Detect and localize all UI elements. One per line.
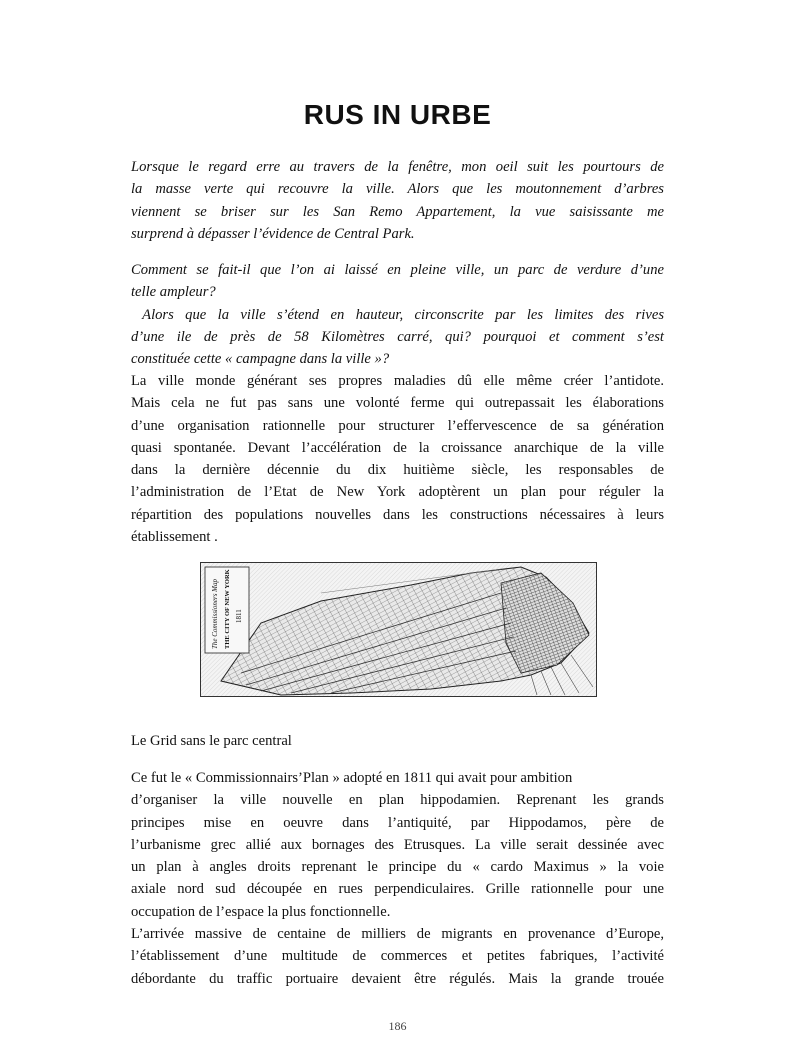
text-line: l’établissement d’une multitude de commerces et petites fabriques, l’activité [131, 948, 664, 965]
text-line: Ce fut le « Commissionnairs’Plan » adopté en 1811 qui avait pour ambition [131, 770, 573, 786]
map-cartouche [205, 567, 249, 653]
text-line: dans la dernière décennie du dix huitième siècle, les responsables de [131, 462, 664, 479]
cartouche-line-1: The Commissioners Map [211, 578, 219, 649]
text-line: telle ampleur? [131, 284, 216, 301]
text-line: Mais cela ne fut pas sans une volonté ferme qui outrepassait les élaborations [131, 395, 664, 412]
page-title: RUS IN URBE [303, 99, 492, 130]
map-caption: Le Grid sans le parc central [131, 733, 292, 749]
text-line: Lorsque le regard erre au travers de la fenêtre, mon oeil suit les pourtours de [131, 159, 664, 175]
cartouche-line-2: THE CITY OF NEW YORK [224, 569, 231, 649]
text-line: la masse verte qui recouvre la ville. Alors que les moutonnement d’arbres [131, 181, 664, 198]
text-line: axiale nord sud découpée en rues perpendiculaires. Grille rationnelle pour une [131, 881, 664, 898]
text-line: l’administration de l’Etat de New York adoptèrent un plan pour réguler la [131, 484, 664, 501]
map-illustration [201, 563, 596, 696]
text-line: Alors que la ville s’étend en hauteur, circonscrite par les limites des rives [131, 306, 664, 323]
text-line: l’urbanisme grec allié aux bornages des Etrusques. La ville serait dessinée avec [131, 836, 664, 853]
text-line: L’arrivée massive de centaine de milliers de migrants en provenance d’Europe, [131, 926, 664, 943]
text-line: un plan à angles droits reprenant le principe du « cardo Maximus » la voie [131, 859, 664, 876]
text-line: occupation de l’espace la plus fonctionnelle. [131, 903, 391, 920]
intro-paragraph-2 [131, 259, 664, 370]
text-line: d’une organisation rationnelle pour structurer l’effervescence de sa génération [131, 417, 664, 434]
intro-paragraph-1 [131, 156, 664, 245]
text-line: d’une ile de près de 58 Kilomètres carré, qui? pourquoi et comment s’est [131, 328, 664, 345]
text-line: constituée cette « campagne dans la ville »? [131, 351, 390, 368]
text-line: répartition des populations nouvelles dans les constructions nécessaires à leurs [131, 506, 664, 523]
body-paragraph-2 [131, 767, 664, 990]
text-line: débordante du traffic portuaire devaient être régulés. Mais la grande trouée [131, 970, 664, 987]
cartouche-line-3: 1811 [235, 609, 243, 623]
text-line: surprend à dépasser l’évidence de Central Park. [131, 225, 415, 242]
text-line: La ville monde générant ses propres maladies dû elle même créer l’antidote. [131, 373, 664, 389]
text-line: établissement . [131, 529, 218, 546]
page-number: 186 [388, 1019, 407, 1033]
grid-map-image [200, 562, 597, 697]
text-line: Comment se fait-il que l’on ai laissé en pleine ville, un parc de verdure d’une [131, 262, 664, 278]
text-line: quasi spontanée. Devant l’accélération de la croissance anarchique de la ville [131, 439, 664, 456]
body-paragraph-1 [131, 370, 664, 548]
text-line: principes mise en oeuvre dans l’antiquité, par Hippodamos, père de [131, 814, 664, 831]
text-line: viennent se briser sur les San Remo Appartement, la vue saisissante me [131, 203, 664, 220]
text-line: d’organiser la ville nouvelle en plan hippodamien. Reprenant les grands [131, 792, 664, 809]
